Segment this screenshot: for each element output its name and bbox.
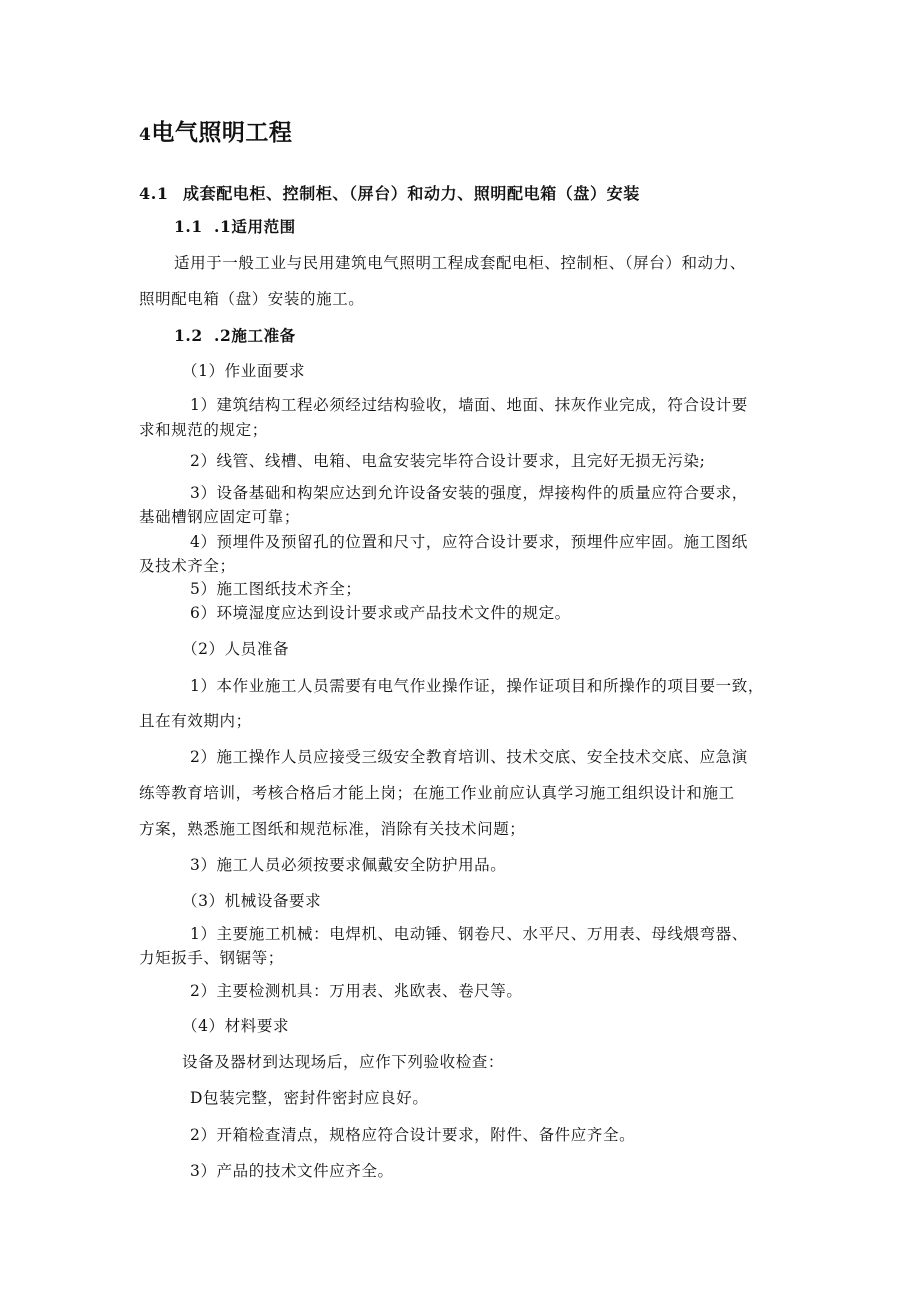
personnel-heading: （2）人员准备 [182, 640, 290, 658]
personnel-item-line: 且在有效期内； [139, 712, 252, 730]
personnel-item-line: 方案，熟悉施工图纸和规范标准，消除有关技术问题； [139, 820, 526, 838]
scope-paragraph-line: 适用于一般工业与民用建筑电气照明工程成套配电柜、控制柜、（屏台）和动力、 [174, 254, 746, 272]
scope-paragraph-line: 照明配电箱（盘）安装的施工。 [139, 290, 365, 308]
workface-item-line: 6）环境湿度应达到设计要求或产品技术文件的规定。 [190, 604, 571, 622]
workface-heading: （1）作业面要求 [182, 362, 306, 380]
workface-item-line: 4）预埋件及预留孔的位置和尺寸，应符合设计要求，预埋件应牢固。施工图纸 [190, 533, 748, 551]
subsection-heading-preparation [174, 324, 296, 346]
materials-item-line: 3）产品的技术文件应齐全。 [190, 1162, 394, 1180]
workface-item-line: 基础槽钢应固定可靠； [139, 508, 301, 526]
materials-intro: 设备及器材到达现场后，应作下列验收检查： [182, 1053, 505, 1071]
workface-item-line: 1）建筑结构工程必须经过结构验收，墙面、地面、抹灰作业完成，符合设计要 [190, 396, 748, 414]
section-number: 4.1 [139, 184, 169, 203]
personnel-item-line: 练等教育培训，考核合格后才能上岗；在施工作业前应认真学习施工组织设计和施工 [139, 784, 735, 802]
materials-item-line: 2）开箱检查清点，规格应符合设计要求，附件、备件应齐全。 [190, 1126, 636, 1144]
workface-item-line: 及技术齐全； [139, 557, 236, 575]
personnel-item-line: 3）施工人员必须按要求佩戴安全防护用品。 [190, 856, 507, 874]
subsection-number: 1.1 [174, 217, 203, 236]
chapter-title: 电气照明工程 [151, 120, 293, 146]
chapter-number: 4 [139, 125, 152, 145]
workface-item-line: 5）施工图纸技术齐全； [190, 580, 362, 598]
workface-item-line: 求和规范的规定； [139, 421, 268, 439]
subsection-number: 1.2 [174, 326, 203, 345]
personnel-item-line: 1）本作业施工人员需要有电气作业操作证，操作证项目和所操作的项目要一致， [190, 677, 764, 695]
workface-item-line: 3）设备基础和构架应达到允许设备安装的强度，焊接构件的质量应符合要求， [190, 484, 748, 502]
workface-item-line: 2）线管、线槽、电箱、电盒安装完毕符合设计要求，且完好无损无污染; [190, 452, 706, 470]
chapter-heading [139, 114, 292, 147]
subsection-title: .1适用范围 [214, 217, 296, 236]
subsection-heading-scope [174, 215, 296, 237]
personnel-item-line: 2）施工操作人员应接受三级安全教育培训、技术交底、安全技术交底、应急演 [190, 748, 748, 766]
equipment-item-line: 1）主要施工机械：电焊机、电动锤、钢卷尺、水平尺、万用表、母线煨弯器、 [190, 925, 748, 943]
equipment-item-line: 力矩扳手、钢锯等； [139, 949, 284, 967]
equipment-item-line: 2）主要检测机具：万用表、兆欧表、卷尺等。 [190, 982, 523, 1000]
materials-item-line: D包装完整，密封件密封应良好。 [190, 1089, 429, 1107]
section-title: 成套配电柜、控制柜、（屏台）和动力、照明配电箱（盘）安装 [183, 184, 640, 203]
materials-heading: （4）材料要求 [182, 1017, 290, 1035]
section-heading [139, 181, 640, 204]
subsection-title: .2施工准备 [214, 326, 296, 345]
equipment-heading: （3）机械设备要求 [182, 892, 322, 910]
